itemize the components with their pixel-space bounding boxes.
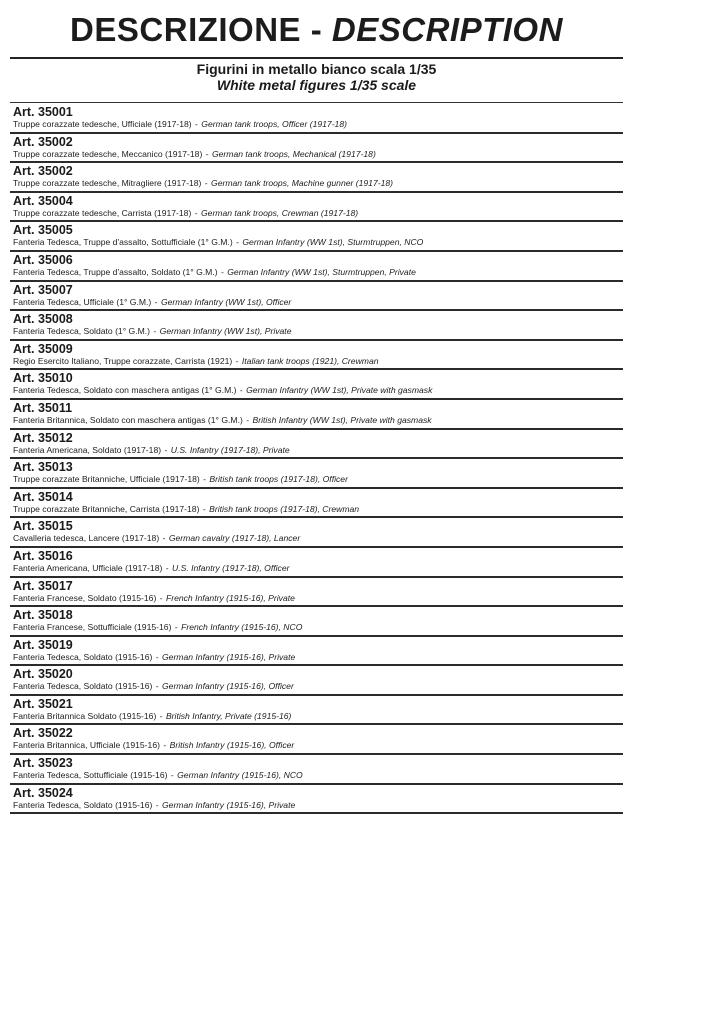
article-code: Art. 35006 [13, 252, 73, 267]
article-description [13, 445, 623, 456]
description-italian: Fanteria Britannica, Ufficiale (1915-16) [13, 740, 160, 751]
description-italian: Fanteria Britannica, Soldato con maschera antigas (1° G.M.) [13, 414, 243, 425]
article-description [13, 681, 623, 692]
description-english: British Infantry (WW 1st), Private with gasmask [252, 414, 432, 425]
description-english: U.S. Infantry (1917-18), Private [170, 444, 290, 455]
article-item [10, 430, 623, 460]
description-italian: Fanteria Americana, Ufficiale (1917-18) [13, 562, 163, 573]
description-separator: - [192, 119, 201, 129]
article-code: Art. 35007 [13, 282, 73, 297]
article-code: Art. 35019 [13, 637, 73, 652]
article-description [13, 119, 623, 130]
article-description [13, 237, 623, 248]
description-separator: - [151, 326, 159, 337]
article-code: Art. 35024 [13, 785, 73, 800]
article-item [10, 104, 623, 134]
document-page [10, 0, 623, 814]
description-separator: - [157, 710, 165, 721]
article-code: Art. 35005 [13, 223, 73, 238]
article-code: Art. 35018 [13, 608, 73, 623]
article-description [13, 740, 623, 751]
description-italian: Fanteria Tedesca, Soldato (1° G.M.) [13, 326, 151, 337]
title-italian: DESCRIZIONE - [70, 11, 323, 48]
article-item [10, 785, 623, 815]
description-separator: - [200, 474, 209, 485]
subtitle-english: White metal figures 1/35 scale [216, 77, 417, 93]
article-item [10, 548, 623, 578]
article-item [10, 341, 623, 371]
article-code: Art. 35020 [13, 667, 73, 682]
article-code: Art. 35014 [13, 489, 73, 504]
description-separator: - [233, 355, 241, 366]
article-item [10, 666, 623, 696]
article-item [10, 696, 623, 726]
article-item [10, 607, 623, 637]
article-code: Art. 35015 [13, 519, 73, 534]
description-english: French Infantry (1915-16), Private [165, 592, 295, 603]
description-italian: Cavalleria tedesca, Lancere (1917-18) [13, 533, 160, 544]
description-english: British Infantry (1915-16), Officer [169, 740, 295, 751]
article-code: Art. 35011 [13, 400, 73, 415]
article-description [13, 356, 623, 367]
description-separator: - [203, 148, 211, 159]
article-description [13, 563, 623, 574]
description-separator: - [243, 414, 252, 425]
description-english: German Infantry (1915-16), Private [161, 651, 296, 662]
article-item [10, 518, 623, 548]
description-italian: Fanteria Tedesca, Sottufficiale (1915-16) [13, 770, 168, 781]
article-description [13, 504, 623, 515]
description-italian: Truppe corazzate tedesche, Ufficiale (1917-18) [13, 119, 192, 129]
description-italian: Fanteria Tedesca, Ufficiale (1° G.M.) [13, 296, 152, 307]
article-item [10, 222, 623, 252]
article-item [10, 370, 623, 400]
article-description [13, 622, 623, 633]
description-separator: - [153, 651, 161, 662]
description-english: German Infantry (WW 1st), Private with gasmask [246, 385, 433, 396]
article-description [13, 208, 623, 219]
title-english: DESCRIPTION [331, 11, 563, 48]
description-separator: - [157, 592, 165, 603]
article-description [13, 533, 623, 544]
article-description [13, 267, 623, 278]
description-english: German tank troops, Mechanical (1917-18) [211, 148, 376, 159]
article-code: Art. 35004 [13, 193, 73, 208]
article-code: Art. 35008 [13, 312, 73, 327]
description-english: German Infantry (WW 1st), Private [159, 326, 292, 337]
article-code: Art. 35002 [13, 134, 73, 149]
article-code: Art. 35012 [13, 430, 73, 445]
description-english: German tank troops, Officer (1917-18) [201, 119, 347, 129]
article-item [10, 282, 623, 312]
description-separator: - [200, 503, 209, 514]
description-separator: - [160, 533, 168, 544]
description-english: German Infantry (1915-16), Officer [161, 681, 294, 692]
description-italian: Fanteria Francese, Sottufficiale (1915-16) [13, 622, 172, 633]
subtitle-divider [10, 102, 623, 103]
description-separator: - [160, 740, 169, 751]
article-item [10, 163, 623, 193]
description-separator: - [153, 681, 161, 692]
article-item [10, 193, 623, 223]
description-italian: Truppe corazzate tedesche, Meccanico (1917-18) [13, 148, 203, 159]
description-italian: Truppe corazzate tedesche, Mitragliere (1917-18) [13, 178, 202, 189]
description-italian: Fanteria Tedesca, Soldato (1915-16) [13, 681, 153, 692]
description-english: U.S. Infantry (1917-18), Officer [172, 562, 290, 573]
description-separator: - [162, 444, 170, 455]
description-italian: Fanteria Tedesca, Truppe d'assalto, Soldato (1° G.M.) [13, 266, 218, 277]
description-separator: - [172, 622, 181, 633]
description-separator: - [163, 562, 171, 573]
article-description [13, 297, 623, 308]
article-item [10, 459, 623, 489]
article-description [13, 800, 623, 811]
description-english: British tank troops (1917-18), Crewman [209, 503, 360, 514]
description-italian: Fanteria Tedesca, Truppe d'assalto, Sottufficiale (1° G.M.) [13, 237, 233, 248]
description-english: German Infantry (WW 1st), Sturmtruppen, Private [227, 266, 416, 277]
description-italian: Fanteria Britannica Soldato (1915-16) [13, 710, 157, 721]
article-description [13, 593, 623, 604]
article-description [13, 770, 623, 781]
article-code: Art. 35021 [13, 696, 73, 711]
article-description [13, 711, 623, 722]
description-italian: Fanteria Tedesca, Soldato (1915-16) [13, 799, 153, 810]
description-separator: - [168, 770, 177, 781]
description-separator: - [218, 266, 227, 277]
article-item [10, 134, 623, 164]
article-code: Art. 35017 [13, 578, 73, 593]
article-code: Art. 35002 [13, 164, 73, 179]
description-english: German tank troops, Crewman (1917-18) [200, 207, 359, 218]
article-item [10, 489, 623, 519]
article-item [10, 252, 623, 282]
description-english: German tank troops, Machine gunner (1917-18) [211, 178, 394, 189]
description-italian: Regio Esercito Italiano, Truppe corazzate, Carrista (1921) [13, 355, 233, 366]
article-item [10, 725, 623, 755]
article-item [10, 311, 623, 341]
article-item [10, 755, 623, 785]
description-italian: Fanteria Tedesca, Soldato con maschera antigas (1° G.M.) [13, 385, 237, 396]
description-separator: - [202, 178, 211, 189]
page-title [10, 7, 623, 57]
article-code: Art. 35022 [13, 726, 73, 741]
article-item [10, 578, 623, 608]
article-code: Art. 35001 [13, 105, 73, 119]
description-separator: - [192, 207, 200, 218]
article-code: Art. 35010 [13, 371, 73, 386]
description-english: British tank troops (1917-18), Officer [209, 474, 348, 485]
description-english: German cavalry (1917-18), Lancer [168, 533, 301, 544]
article-code: Art. 35016 [13, 548, 73, 563]
description-italian: Fanteria Francese, Soldato (1915-16) [13, 592, 157, 603]
description-english: German Infantry (WW 1st), Officer [160, 296, 292, 307]
subtitle [10, 59, 623, 97]
article-code: Art. 35009 [13, 341, 73, 356]
description-english: German Infantry (1915-16), Private [161, 799, 296, 810]
description-italian: Truppe corazzate Britanniche, Carrista (1917-18) [13, 503, 200, 514]
article-description [13, 385, 623, 396]
description-separator: - [152, 296, 160, 307]
description-separator: - [153, 799, 161, 810]
description-italian: Fanteria Tedesca, Soldato (1915-16) [13, 651, 153, 662]
description-english: French Infantry (1915-16), NCO [181, 622, 303, 633]
article-description [13, 149, 623, 160]
description-italian: Truppe corazzate tedesche, Carrista (1917-18) [13, 207, 192, 218]
article-code: Art. 35013 [13, 460, 73, 475]
description-english: British Infantry, Private (1915-16) [165, 710, 292, 721]
description-english: German Infantry (WW 1st), Sturmtruppen, NCO [242, 237, 424, 248]
description-italian: Fanteria Americana, Soldato (1917-18) [13, 444, 162, 455]
article-list [10, 104, 623, 814]
description-separator: - [233, 237, 242, 248]
article-description [13, 415, 623, 426]
article-description [13, 178, 623, 189]
subtitle-italian: Figurini in metallo bianco scala 1/35 [196, 61, 437, 77]
article-item [10, 637, 623, 667]
description-english: German Infantry (1915-16), NCO [177, 770, 303, 781]
article-code: Art. 35023 [13, 756, 73, 771]
article-item [10, 400, 623, 430]
description-separator: - [237, 385, 246, 396]
article-description [13, 652, 623, 663]
description-italian: Truppe corazzate Britanniche, Ufficiale (1917-18) [13, 474, 200, 485]
article-description [13, 474, 623, 485]
description-english: Italian tank troops (1921), Crewman [241, 355, 379, 366]
article-description [13, 326, 623, 337]
